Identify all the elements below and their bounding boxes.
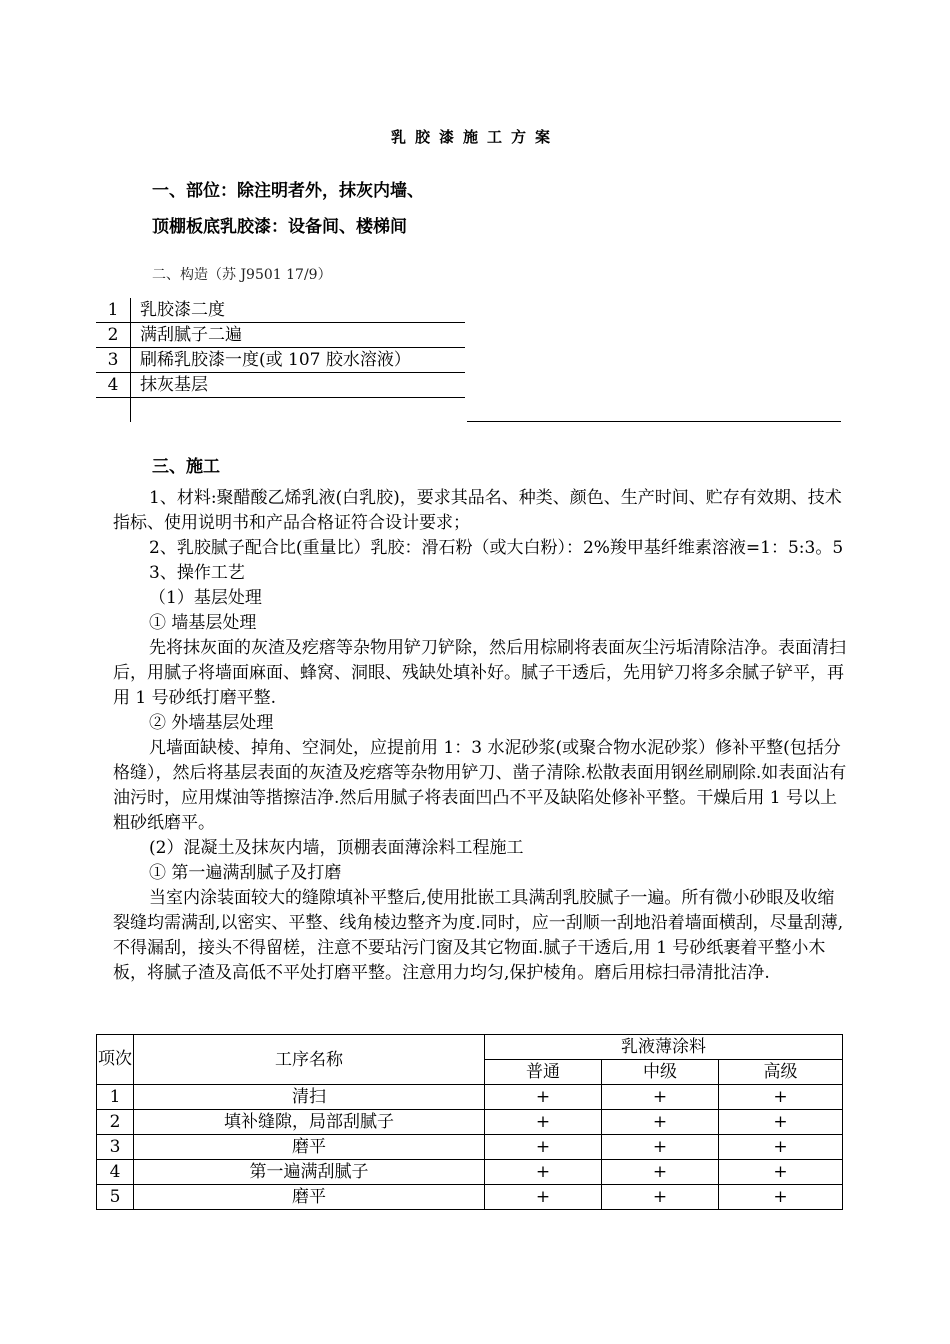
row-mark: + — [485, 1160, 602, 1185]
row-mark: + — [719, 1110, 843, 1135]
col-name-header: 工序名称 — [134, 1035, 485, 1085]
paragraph: 2、乳胶腻子配合比(重量比）乳胶：滑石粉（或大白粉）：2%羧甲基纤维素溶液=1：5:3。5 — [149, 538, 844, 558]
layer-num: 1 — [96, 298, 131, 323]
row-mark: + — [485, 1185, 602, 1210]
construction-row — [96, 298, 465, 323]
paragraph: 当室内涂装面较大的缝隙填补平整后,使用批嵌工具满刮乳胶腻子一遍。所有微小砂眼及收缩裂缝均需满刮,以密实、平整、线角棱边整齐为度.同时，应一刮顺一刮地沿着墙面横刮，尽量刮薄,不得漏刮，接头不得留槎，注意不要玷污门窗及其它物面.腻子干透后,用 1 号砂纸裹着平整小木板，将腻子渣及高低不平处打磨平整。注意用力均匀,保护棱角。磨后用棕扫帚清批洁净. — [113, 888, 844, 983]
paragraph: 凡墙面缺棱、掉角、空洞处，应提前用 1：3 水泥砂浆(或聚合物水泥砂浆）修补平整(包括分格缝），然后将基层表面的灰渣及疙瘩等杂物用铲刀、凿子清除.松散表面用钢丝刷刷除.如表面沾有油污时，应用煤油等揩擦洁净.然后用腻子将表面凹凸不平及缺陷处修补平整。干燥后用 1 号以上粗砂纸磨平。 — [113, 738, 847, 833]
paragraph: (2）混凝土及抹灰内墙，顶棚表面薄涂料工程施工 — [149, 838, 524, 858]
section3-body — [113, 486, 848, 986]
paragraph: ② 外墙基层处理 — [149, 713, 274, 733]
table-row — [97, 1085, 843, 1110]
divider-line — [467, 421, 841, 422]
layer-text — [131, 398, 466, 423]
row-name: 填补缝隙，局部刮腻子 — [134, 1110, 485, 1135]
table-row — [97, 1135, 843, 1160]
row-mark: + — [602, 1110, 719, 1135]
section1-line1: 一、部位：除注明者外，抹灰内墙、 — [152, 181, 424, 201]
paragraph: 1、材料:聚醋酸乙烯乳液(白乳胶)，要求其品名、种类、颜色、生产时间、贮存有效期、技术指标、使用说明书和产品合格证符合设计要求； — [113, 488, 842, 533]
row-mark: + — [719, 1160, 843, 1185]
paragraph: ① 第一遍满刮腻子及打磨 — [149, 863, 342, 883]
row-num: 3 — [97, 1135, 134, 1160]
layer-text: 刷稀乳胶漆一度(或 107 胶水溶液） — [131, 348, 466, 373]
row-name: 清扫 — [134, 1085, 485, 1110]
section1-line2: 顶棚板底乳胶漆：设备间、楼梯间 — [152, 217, 407, 237]
layer-num: 2 — [96, 323, 131, 348]
construction-row — [96, 348, 465, 373]
construction-row — [96, 398, 465, 423]
row-mark: + — [719, 1135, 843, 1160]
layer-text: 满刮腻子二遍 — [131, 323, 466, 348]
paragraph: 3、操作工艺 — [149, 563, 245, 583]
row-mark: + — [485, 1110, 602, 1135]
row-mark: + — [602, 1135, 719, 1160]
construction-table — [96, 298, 465, 422]
level-header: 中级 — [602, 1060, 719, 1085]
row-mark: + — [485, 1085, 602, 1110]
table-row — [97, 1110, 843, 1135]
process-table — [96, 1034, 843, 1210]
row-num: 5 — [97, 1185, 134, 1210]
row-mark: + — [602, 1085, 719, 1110]
section3-heading: 三、施工 — [152, 457, 220, 477]
row-mark: + — [602, 1160, 719, 1185]
row-name: 磨平 — [134, 1185, 485, 1210]
construction-row — [96, 323, 465, 348]
table-row — [97, 1185, 843, 1210]
row-name: 第一遍满刮腻子 — [134, 1160, 485, 1185]
section2-heading: 二、构造（苏 J9501 17/9） — [152, 267, 332, 283]
table-header-row — [97, 1035, 843, 1060]
col-item-header: 项次 — [97, 1035, 134, 1085]
layer-text: 抹灰基层 — [131, 373, 466, 398]
table-row — [97, 1160, 843, 1185]
row-num: 1 — [97, 1085, 134, 1110]
group-header: 乳液薄涂料 — [485, 1035, 843, 1060]
row-mark: + — [485, 1135, 602, 1160]
paragraph: ① 墙基层处理 — [149, 613, 257, 633]
layer-text: 乳胶漆二度 — [131, 298, 466, 323]
row-mark: + — [719, 1185, 843, 1210]
row-mark: + — [719, 1085, 843, 1110]
level-header: 普通 — [485, 1060, 602, 1085]
layer-num: 4 — [96, 373, 131, 398]
layer-num: 3 — [96, 348, 131, 373]
construction-row — [96, 373, 465, 398]
page-title: 乳胶漆施工方案 — [390, 128, 559, 146]
row-num: 4 — [97, 1160, 134, 1185]
row-name: 磨平 — [134, 1135, 485, 1160]
row-num: 2 — [97, 1110, 134, 1135]
layer-num — [96, 398, 131, 423]
paragraph: （1）基层处理 — [149, 588, 262, 608]
row-mark: + — [602, 1185, 719, 1210]
paragraph: 先将抹灰面的灰渣及疙瘩等杂物用铲刀铲除，然后用棕刷将表面灰尘污垢清除洁净。表面清扫后，用腻子将墙面麻面、蜂窝、洞眼、残缺处填补好。腻子干透后，先用铲刀将多余腻子铲平，再用 1 号砂纸打磨平整. — [113, 638, 846, 708]
level-header: 高级 — [719, 1060, 843, 1085]
